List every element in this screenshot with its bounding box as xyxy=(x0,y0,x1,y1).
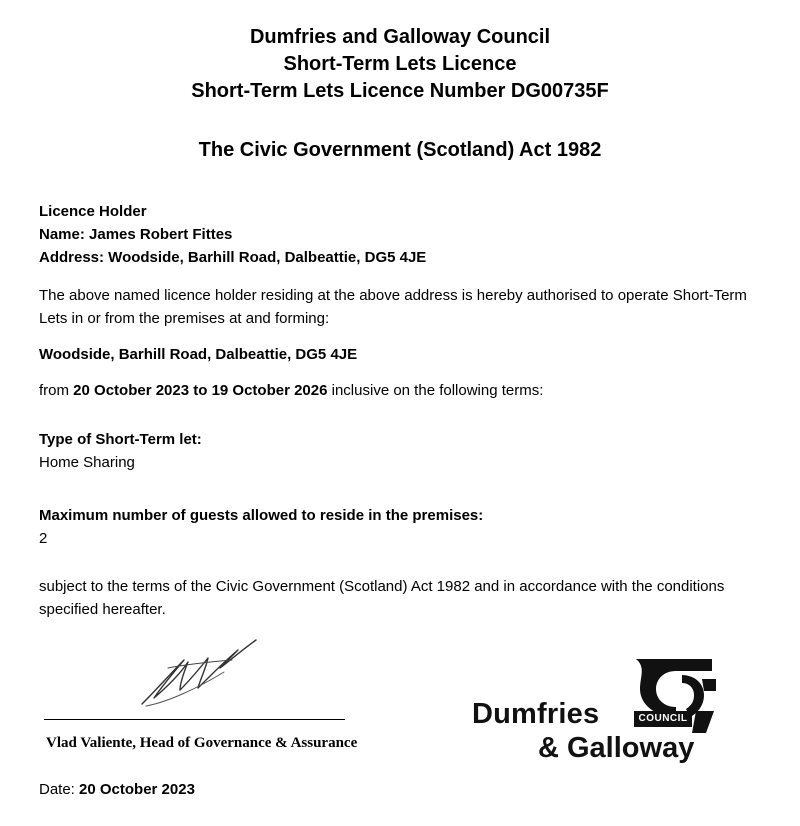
authorisation-text: The above named licence holder residing at the above address is hereby authorised to operate Short-Term Lets in or from the premises at and forming: xyxy=(39,287,747,327)
holder-heading: Licence Holder xyxy=(39,203,147,220)
let-type-value: Home Sharing xyxy=(39,454,135,471)
licence-type-title: Short-Term Lets Licence xyxy=(283,53,517,75)
handwritten-signature xyxy=(128,628,268,712)
max-guests-label: Maximum number of guests allowed to reside in the premises: xyxy=(39,507,484,524)
licence-date xyxy=(39,778,759,801)
max-guests-section xyxy=(39,504,759,550)
holder-address: Address: Woodside, Barhill Road, Dalbeattie, DG5 4JE xyxy=(39,249,427,266)
act-title: The Civic Government (Scotland) Act 1982 xyxy=(198,139,602,161)
premises-address: Woodside, Barhill Road, Dalbeattie, DG5 4JE xyxy=(39,346,358,363)
council-name: Dumfries and Galloway Council xyxy=(249,26,551,48)
subject-text: subject to the terms of the Civic Government (Scotland) Act 1982 and in accordance with the conditions specified hereafter. xyxy=(39,578,725,618)
date-value: 20 October 2023 xyxy=(79,781,195,798)
council-logo xyxy=(466,651,728,771)
max-guests-value: 2 xyxy=(39,530,48,547)
period-prefix: from xyxy=(39,382,74,399)
period-dates: 20 October 2023 to 19 October 2026 xyxy=(73,382,328,399)
let-type-section xyxy=(39,428,759,474)
council-badge: COUNCIL xyxy=(634,711,692,727)
licence-holder-section xyxy=(39,200,759,269)
date-label: Date: xyxy=(39,781,80,798)
signature-line xyxy=(44,719,345,720)
document-header xyxy=(0,24,800,105)
holder-name: Name: James Robert Fittes xyxy=(39,226,233,243)
let-type-label: Type of Short-Term let: xyxy=(39,431,202,448)
logo-word-dumfries: Dumfries xyxy=(472,698,600,730)
logo-word-galloway: & Galloway xyxy=(538,732,695,764)
licence-number: Short-Term Lets Licence Number DG00735F xyxy=(191,80,609,102)
signatory-name: Vlad Valiente, Head of Governance & Assurance xyxy=(46,735,358,751)
period-suffix: inclusive on the following terms: xyxy=(327,382,544,399)
licence-period xyxy=(39,379,759,402)
